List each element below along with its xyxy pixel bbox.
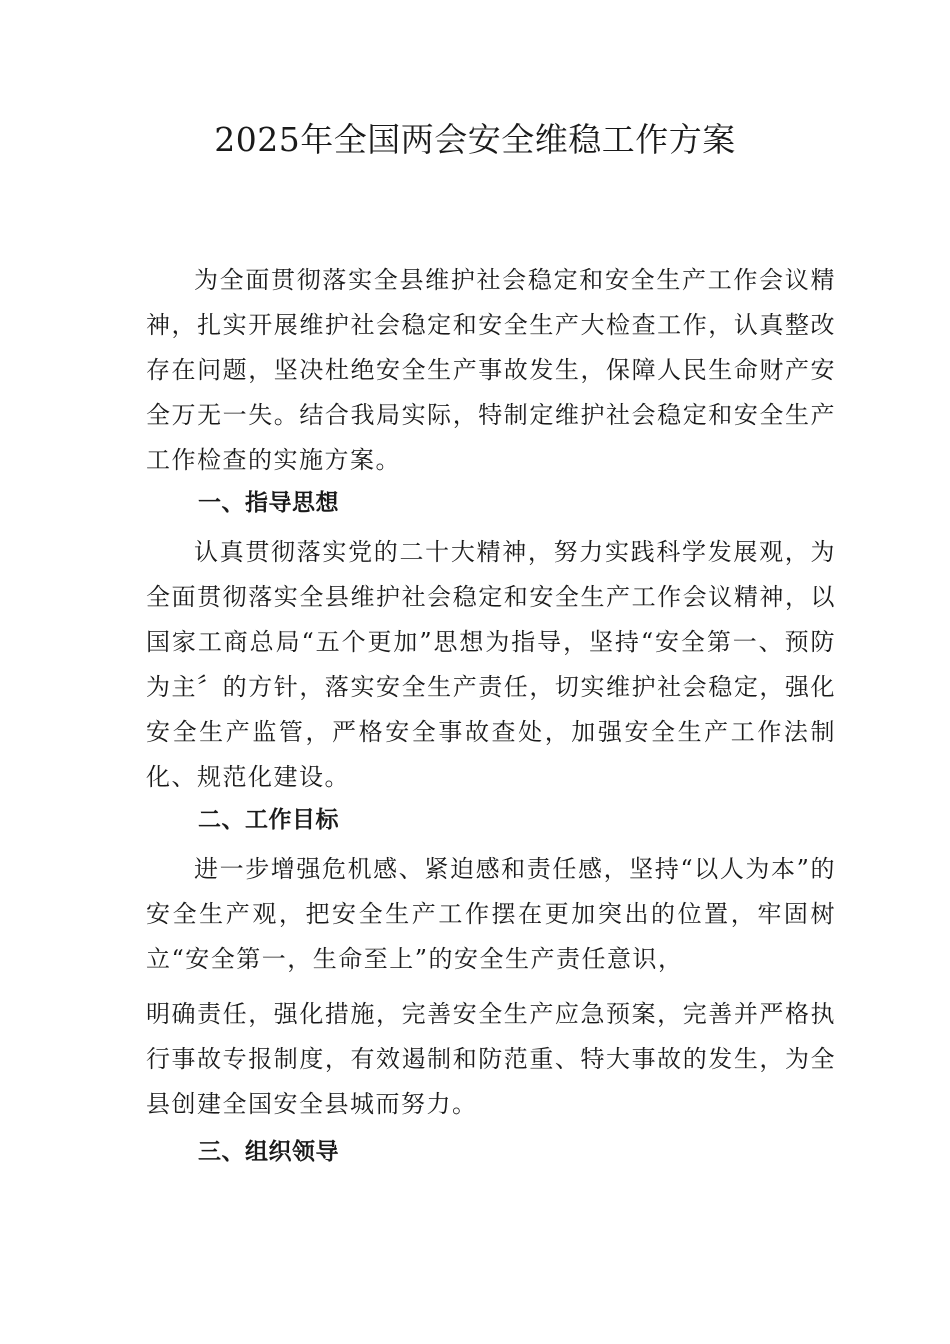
section-heading-organization-leadership: 三、组织领导 <box>198 1139 339 1165</box>
document-title: 2025年全国两会安全维稳工作方案 <box>214 120 736 159</box>
section-heading-work-goals: 二、工作目标 <box>198 807 339 833</box>
section-body-guiding-ideology: 认真贯彻落实党的二十大精神，努力实践科学发展观，为全面贯彻落实全县维护社会稳定和安全生产工作会议精神，以国家工商总局“五个更加”思想为指导，坚持“安全第一、预防为主〞的方针，落实安全生产责任，切实维护社会稳定，强化安全生产监管，严格安全事故查处，加强安全生产工作法制化、规范化建设。 <box>146 538 836 791</box>
section-body-work-goals: 进一步增强危机感、紧迫感和责任感，坚持“以人为本”的安全生产观，把安全生产工作摆在更加突出的位置，牢固树立“安全第一，生命至上”的安全生产责任意识， <box>146 855 836 973</box>
section-body-work-goals-continued: 明确责任，强化措施，完善安全生产应急预案，完善并严格执行事故专报制度，有效遏制和防范重、特大事故的发生，为全县创建全国安全县城而努力。 <box>146 1000 836 1118</box>
section-heading-guiding-ideology: 一、指导思想 <box>198 490 339 516</box>
intro-paragraph: 为全面贯彻落实全县维护社会稳定和安全生产工作会议精神，扎实开展维护社会稳定和安全生产大检查工作，认真整改存在问题，坚决杜绝安全生产事故发生，保障人民生命财产安全万无一失。结合我局实际，特制定维护社会稳定和安全生产工作检查的实施方案。 <box>146 266 836 474</box>
